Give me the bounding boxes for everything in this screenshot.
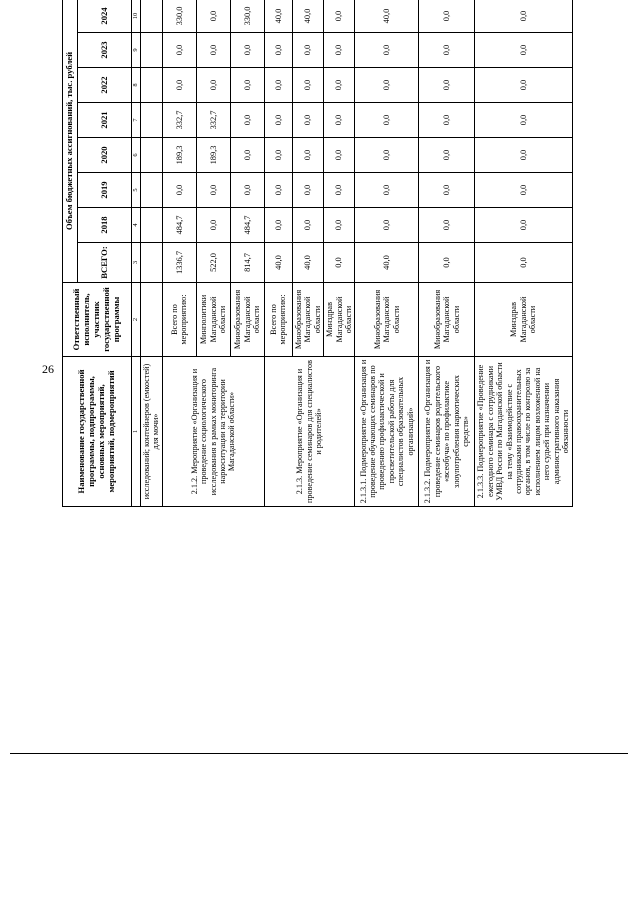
cell-value: 332,7	[162, 103, 196, 138]
cell-value: 0,0	[230, 68, 264, 103]
table-row	[419, 0, 475, 507]
cell-value: 0,0	[475, 208, 572, 243]
cell-value: 0,0	[475, 103, 572, 138]
cell-value: 189,3	[196, 138, 230, 173]
header-year: 2020	[78, 138, 132, 173]
cell-value: 0,0	[475, 173, 572, 208]
row-name: 2.1.3. Мероприятие «Организация и проведение семинаров для специалистов и родителей»	[264, 357, 355, 507]
cell-value: 0,0	[196, 173, 230, 208]
cell-value: 40,0	[264, 243, 292, 283]
cell-value: 0,0	[162, 173, 196, 208]
cell-value: 0,0	[264, 68, 292, 103]
cell-value: 40,0	[292, 243, 323, 283]
col-index: 6	[132, 138, 141, 173]
header-year: 2018	[78, 208, 132, 243]
cell-value: 0,0	[292, 138, 323, 173]
cell-value: 40,0	[355, 0, 419, 33]
cell-value: 189,3	[162, 138, 196, 173]
cell-value: 0,0	[324, 0, 355, 33]
cell-value: 0,0	[324, 243, 355, 283]
header-budget-group: Объем бюджетных ассигнований, тыс. рублей	[63, 0, 78, 283]
table-row	[141, 0, 163, 507]
col-index: 1	[132, 357, 141, 507]
header-resp-col: Ответственный исполнитель, участник государственной программы	[63, 283, 132, 357]
col-index: 9	[132, 33, 141, 68]
cell-value: 0,0	[419, 243, 475, 283]
cell-value	[141, 0, 163, 33]
cell-value: 0,0	[355, 208, 419, 243]
cell-value: 0,0	[324, 33, 355, 68]
cell-value: 814,7	[230, 243, 264, 283]
cell-value: 0,0	[264, 208, 292, 243]
cell-value: 0,0	[230, 33, 264, 68]
budget-table	[62, 0, 573, 507]
header-total: ВСЕГО:	[78, 243, 132, 283]
cell-value: 0,0	[162, 68, 196, 103]
cell-value: 0,0	[355, 68, 419, 103]
cell-value: 0,0	[475, 68, 572, 103]
cell-value: 0,0	[162, 33, 196, 68]
cell-value: 1336,7	[162, 243, 196, 283]
cell-value: 330,0	[230, 0, 264, 33]
header-year: 2022	[78, 68, 132, 103]
row-resp: Минполитики Магаданской области	[196, 283, 230, 357]
cell-value: 0,0	[292, 33, 323, 68]
header-year: 2021	[78, 103, 132, 138]
cell-value: 0,0	[324, 208, 355, 243]
cell-value: 330,0	[162, 0, 196, 33]
column-index-row	[132, 0, 141, 507]
row-resp: Минобразования Магаданской области	[355, 283, 419, 357]
cell-value: 0,0	[264, 138, 292, 173]
cell-value: 0,0	[264, 103, 292, 138]
cell-value: 0,0	[419, 103, 475, 138]
cell-value: 0,0	[355, 33, 419, 68]
cell-value: 0,0	[264, 173, 292, 208]
row-name: исследований; контейнеров (емкостей) для мочи»	[141, 357, 163, 507]
horizontal-rule	[10, 753, 628, 754]
cell-value: 40,0	[264, 0, 292, 33]
cell-value: 0,0	[196, 0, 230, 33]
cell-value	[141, 103, 163, 138]
page-number: 26	[42, 362, 54, 376]
col-index: 3	[132, 243, 141, 283]
cell-value: 0,0	[475, 0, 572, 33]
row-resp: Минздрав Магаданской области	[324, 283, 355, 357]
header-year: 2024	[78, 0, 132, 33]
row-resp: Всего по мероприятию:	[264, 283, 292, 357]
cell-value	[141, 173, 163, 208]
col-index: 10	[132, 0, 141, 33]
cell-value: 484,7	[230, 208, 264, 243]
cell-value: 484,7	[162, 208, 196, 243]
row-resp: Минздрав Магаданской области	[475, 283, 572, 357]
row-resp: Минобразования Магаданской области	[419, 283, 475, 357]
rotated-budget-table	[62, 0, 571, 507]
row-resp: Минобразования Магаданской области	[292, 283, 323, 357]
cell-value: 0,0	[419, 68, 475, 103]
table-row	[264, 0, 292, 507]
row-name: 2.1.3.3. Подмероприятие «Проведение ежегодного семинара с сотрудниками УМВД России по Магаданской области на тему «Взаимодействие с сотрудниками правоохранительных органов, в том числе по контролю за исполнением лицом возложенной на него судьей при назначении административного наказания обязанности	[475, 357, 572, 507]
cell-value: 0,0	[324, 173, 355, 208]
cell-value	[141, 243, 163, 283]
row-resp: Всего по мероприятию:	[162, 283, 196, 357]
cell-value	[141, 33, 163, 68]
cell-value: 0,0	[475, 243, 572, 283]
cell-value: 0,0	[196, 208, 230, 243]
row-name: 2.1.3.1. Подмероприятие «Организация и проведение обучающих семинаров по проведению профилактической и просветительской работы для специалистов образовательных организаций»	[355, 357, 419, 507]
cell-value: 0,0	[355, 138, 419, 173]
cell-value: 0,0	[292, 103, 323, 138]
row-name: 2.1.2. Мероприятие «Организация и проведение социологического исследования в рамках мониторинга наркоситуации на территории Магаданской области»	[162, 357, 264, 507]
cell-value: 40,0	[355, 243, 419, 283]
table-row	[162, 0, 196, 507]
cell-value: 0,0	[355, 103, 419, 138]
header-name-col: Наименование государственной программы, подпрограммы, основных мероприятий, мероприятий, подмероприятий	[63, 357, 132, 507]
cell-value	[141, 68, 163, 103]
col-index: 7	[132, 103, 141, 138]
cell-value: 332,7	[196, 103, 230, 138]
cell-value: 0,0	[355, 173, 419, 208]
cell-value: 0,0	[264, 33, 292, 68]
table-row	[355, 0, 419, 507]
cell-value: 0,0	[230, 173, 264, 208]
cell-value: 0,0	[419, 0, 475, 33]
header-year: 2019	[78, 173, 132, 208]
col-index: 5	[132, 173, 141, 208]
cell-value: 0,0	[324, 138, 355, 173]
col-index: 8	[132, 68, 141, 103]
cell-value: 0,0	[475, 138, 572, 173]
cell-value: 0,0	[292, 68, 323, 103]
cell-value: 522,0	[196, 243, 230, 283]
cell-value: 0,0	[292, 208, 323, 243]
cell-value: 0,0	[419, 138, 475, 173]
row-resp	[141, 283, 163, 357]
cell-value: 0,0	[230, 138, 264, 173]
row-resp: Минобразования Магаданской области	[230, 283, 264, 357]
cell-value: 0,0	[324, 103, 355, 138]
cell-value: 0,0	[324, 68, 355, 103]
cell-value: 0,0	[419, 33, 475, 68]
table-row	[475, 0, 572, 507]
cell-value: 0,0	[196, 33, 230, 68]
cell-value: 0,0	[475, 33, 572, 68]
cell-value: 0,0	[419, 173, 475, 208]
cell-value: 40,0	[292, 0, 323, 33]
header-year: 2023	[78, 33, 132, 68]
cell-value: 0,0	[292, 173, 323, 208]
cell-value: 0,0	[419, 208, 475, 243]
cell-value	[141, 208, 163, 243]
cell-value: 0,0	[196, 68, 230, 103]
col-index: 4	[132, 208, 141, 243]
col-index: 2	[132, 283, 141, 357]
cell-value	[141, 138, 163, 173]
cell-value: 0,0	[230, 103, 264, 138]
row-name: 2.1.3.2. Подмероприятие «Организация и проведение семинаров родительского «всеобуча» по профилактике злоупотребления наркотических средств»	[419, 357, 475, 507]
